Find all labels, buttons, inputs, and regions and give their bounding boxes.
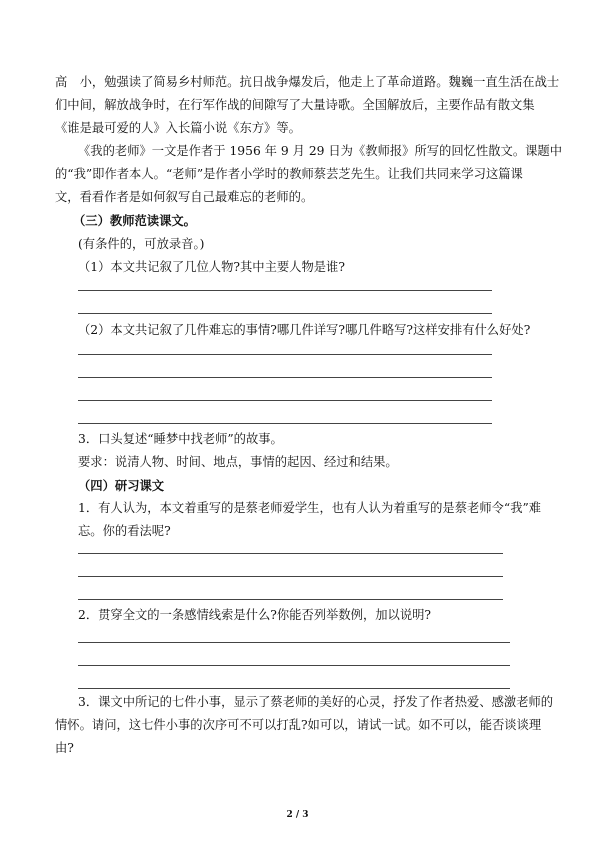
intro-line-5: 的“我”即作者本人。“老师”是作者小学时的教师蔡芸芝先生。让我们共同来学习这篇课 — [55, 167, 523, 181]
s4-question-3-line-3: 由? — [55, 741, 74, 755]
answer-line[interactable] — [78, 354, 492, 355]
page-number: 2 / 3 — [286, 810, 309, 820]
answer-line[interactable] — [78, 290, 492, 291]
intro-line-6: 文，看看作者是如何叙写自己最难忘的老师的。 — [55, 190, 314, 204]
intro-line-4: 《我的老师》一文是作者于 1956 年 9 月 29 日为《教师报》所写的回忆性散文。课题中 — [78, 144, 563, 158]
question-3: 3．口头复述“睡梦中找老师”的故事。 — [78, 432, 283, 446]
section-4-heading: （四）研习课文 — [78, 478, 165, 493]
intro-line-2: 们中间，解放战争时，在行军作战的间隙写了大量诗歌。全国解放后，主要作品有散文集 — [55, 98, 535, 112]
section-3-heading: （三）教师范读课文。 — [73, 213, 196, 228]
s4-question-1-line-2: 忘。你的看法呢? — [78, 524, 171, 538]
answer-line[interactable] — [78, 576, 503, 577]
intro-line-1: 高 小，勉强读了简易乡村师范。抗日战争爆发后，他走上了革命道路。魏巍一直生活在战士 — [55, 75, 560, 89]
question-1: （1）本文共记叙了几位人物?其中主要人物是谁? — [78, 260, 345, 274]
section-3-note: (有条件的，可放录音。) — [78, 237, 205, 251]
answer-line[interactable] — [78, 423, 492, 424]
answer-line[interactable] — [78, 665, 510, 666]
s4-question-3-line-1: 3．课文中所记的七件小事，显示了蔡老师的美好的心灵，抒发了作者热爱、感激老师的 — [78, 695, 554, 709]
answer-line[interactable] — [78, 599, 503, 600]
s4-question-1-line-1: 1．有人认为，本文着重写的是蔡老师爱学生，也有人认为着重写的是蔡老师令“我”难 — [78, 501, 542, 515]
answer-line[interactable] — [78, 688, 510, 689]
s4-question-3-line-2: 情怀。请问，这七件小事的次序可不可以打乱?如可以，请试一试。如不可以，能否谈谈理 — [55, 718, 542, 732]
answer-line[interactable] — [78, 642, 510, 643]
intro-line-3: 《谁是最可爱的人》入长篇小说《东方》等。 — [55, 121, 301, 135]
answer-line[interactable] — [78, 400, 492, 401]
answer-line[interactable] — [78, 313, 492, 314]
question-2: （2）本文共记叙了几件难忘的事情?哪几件详写?哪几件略写?这样安排有什么好处? — [78, 323, 531, 337]
question-3-requirement: 要求：说清人物、时间、地点，事情的起因、经过和结果。 — [78, 455, 398, 469]
s4-question-2: 2．贯穿全文的一条感情线索是什么?你能否列举数例，加以说明? — [78, 608, 432, 622]
answer-line[interactable] — [78, 553, 503, 554]
answer-line[interactable] — [78, 377, 492, 378]
